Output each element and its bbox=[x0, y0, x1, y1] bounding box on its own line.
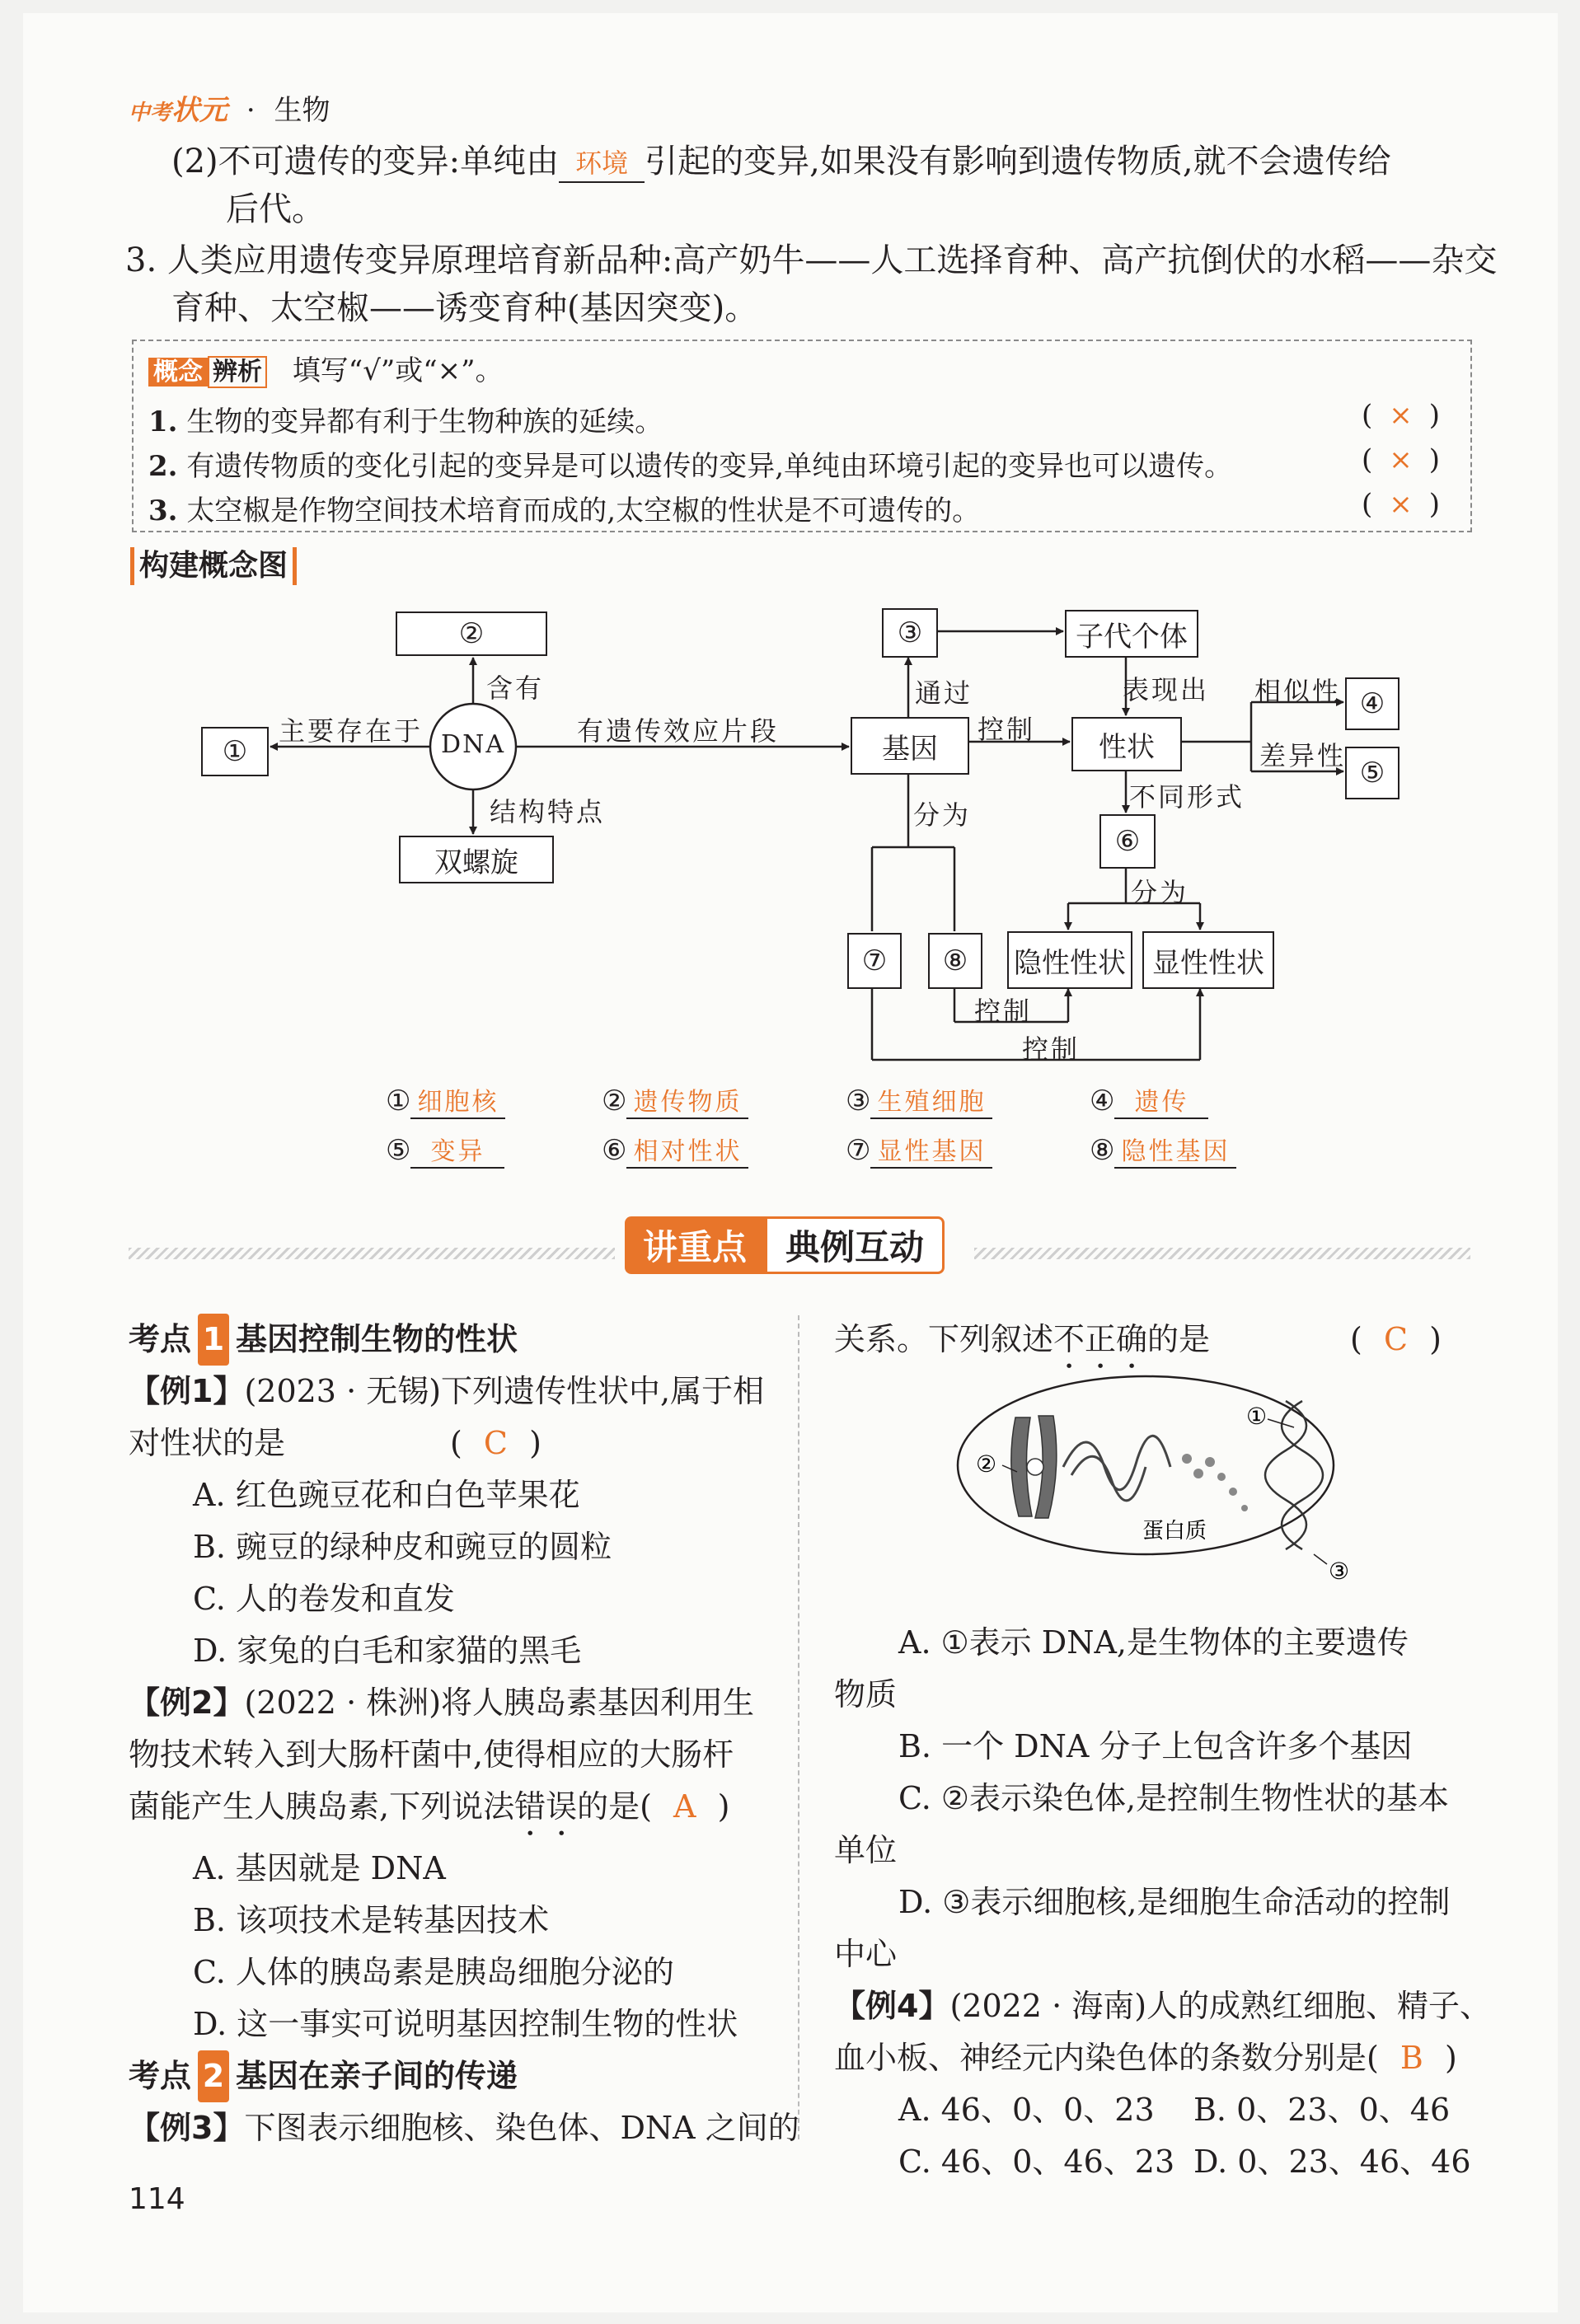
answer-text: 显性基因 bbox=[870, 1131, 992, 1169]
paren-close: ) bbox=[1428, 399, 1441, 432]
key-point-label: 考点 bbox=[129, 1321, 192, 1357]
check-item-num: 1. bbox=[148, 405, 178, 438]
label-mainly-in: 主要存在于 bbox=[279, 715, 424, 747]
option-c: C. 人体的胰岛素是胰岛细胞分泌的 bbox=[193, 1954, 674, 1990]
example-2-line-1 bbox=[129, 1677, 799, 1729]
example-4-line-1 bbox=[834, 1980, 1491, 2032]
example-text: 下图表示细胞核、染色体、DNA 之间的 bbox=[244, 2110, 799, 2146]
option-d-cont: 中心 bbox=[834, 1936, 898, 1972]
answer-letter: C bbox=[1383, 1321, 1409, 1357]
node-2: ② bbox=[396, 611, 547, 656]
label-control-1: 控制 bbox=[978, 714, 1036, 745]
answer-mark: × bbox=[1389, 399, 1413, 432]
answer-letter: A bbox=[673, 1788, 696, 1825]
example-text: 的是 bbox=[1147, 1321, 1211, 1357]
example-3-line-1 bbox=[129, 2102, 799, 2154]
answer-paren: ( B ) bbox=[1367, 2040, 1457, 2076]
example-text: 的是 bbox=[577, 1788, 640, 1825]
banner-stripe-left bbox=[129, 1248, 615, 1259]
answer-text: 遗传物质 bbox=[626, 1081, 748, 1119]
intro-line-1-prefix: (2)不可遗传的变异:单纯由 bbox=[171, 143, 560, 180]
key-point-number: 2 bbox=[198, 2050, 229, 2102]
label-divide-1: 分为 bbox=[913, 799, 972, 831]
intro-line-4: 育种、太空椒——诱变育种(基因突变)。 bbox=[171, 289, 758, 327]
example-3-line-2 bbox=[834, 1314, 1442, 1375]
node-gene: 基因 bbox=[851, 717, 969, 775]
dna-helix bbox=[1265, 1401, 1323, 1549]
example-2-line-2: 物技术转入到大肠杆菌中,使得相应的大肠杆 bbox=[129, 1736, 734, 1773]
paren-open: ( bbox=[1362, 443, 1373, 476]
tag-concept: 概念 bbox=[148, 358, 208, 387]
key-point-2 bbox=[129, 2050, 799, 2102]
key-point-title: 基因控制生物的性状 bbox=[236, 1321, 518, 1357]
option-b: B. 豌豆的绿种皮和豌豆的圆粒 bbox=[193, 1529, 612, 1565]
concept-check-instruction: 填写“√”或“×”。 bbox=[292, 354, 504, 387]
node-1: ① bbox=[201, 727, 269, 776]
emphasis-text: 错误 bbox=[514, 1788, 578, 1825]
check-item-text: 太空椒是作物空间技术培育而成的,太空椒的性状是不可遗传的。 bbox=[186, 494, 981, 527]
right-column-bottom bbox=[834, 1617, 1491, 2188]
node-8: ⑧ bbox=[928, 933, 982, 989]
tag-analysis: 辨析 bbox=[208, 356, 267, 388]
answer-1 bbox=[386, 1081, 505, 1119]
example-tag: 【例4】 bbox=[834, 1988, 950, 2024]
answer-6 bbox=[602, 1131, 748, 1169]
option-d: D. 家兔的白毛和家猫的黑毛 bbox=[193, 1633, 582, 1669]
intro-line-2: 后代。 bbox=[226, 190, 325, 228]
option-d: D. ③表示细胞核,是细胞生命活动的控制 bbox=[898, 1884, 1451, 1920]
answer-7 bbox=[846, 1131, 992, 1169]
right-column-top bbox=[834, 1314, 1442, 1375]
answer-num: ⑦ bbox=[846, 1134, 871, 1167]
section-title-concept-map: 构建概念图 bbox=[130, 547, 297, 585]
section-banner bbox=[625, 1216, 945, 1274]
option-a: A. 基因就是 DNA bbox=[193, 1850, 446, 1886]
node-6: ⑥ bbox=[1099, 814, 1156, 869]
banner-stripe-right bbox=[974, 1248, 1470, 1259]
intro-line-1-suffix: 引起的变异,如果没有影响到遗传物质,就不会遗传给 bbox=[645, 143, 1391, 180]
example-1-line-2 bbox=[129, 1417, 799, 1469]
answer-num: ① bbox=[386, 1085, 411, 1117]
figure-label-protein: 蛋白质 bbox=[1142, 1519, 1207, 1544]
paren-close: ) bbox=[1428, 443, 1441, 476]
banner-examples: 典例互动 bbox=[765, 1216, 945, 1274]
coiled-fiber bbox=[1063, 1436, 1170, 1501]
label-control-2: 控制 bbox=[974, 996, 1033, 1027]
example-text: 菌能产生人胰岛素,下列说法 bbox=[129, 1788, 515, 1825]
answer-text: 细胞核 bbox=[410, 1081, 505, 1119]
option-row-cd bbox=[834, 2136, 1491, 2188]
header-separator: · bbox=[246, 94, 256, 127]
node-double-helix: 双螺旋 bbox=[399, 836, 554, 883]
concept-map-lines bbox=[0, 0, 1580, 1154]
label-contains: 含有 bbox=[486, 672, 545, 704]
check-item-num: 3. bbox=[148, 494, 178, 527]
subject-name: 生物 bbox=[274, 94, 331, 127]
check-item-num: 2. bbox=[148, 450, 178, 483]
answer-paren: ( A ) bbox=[640, 1788, 730, 1825]
example-text: 对性状的是 bbox=[129, 1425, 286, 1461]
example-tag: 【例1】 bbox=[129, 1373, 245, 1409]
node-dna: DNA bbox=[441, 730, 505, 759]
check-item-text: 生物的变异都有利于生物种族的延续。 bbox=[186, 405, 663, 438]
label-forms: 不同形式 bbox=[1129, 781, 1245, 813]
answer-num: ⑧ bbox=[1090, 1134, 1115, 1167]
option-a: A. ①表示 DNA,是生物体的主要遗传 bbox=[898, 1624, 1409, 1661]
label-segment: 有遗传效应片段 bbox=[577, 715, 780, 747]
node-offspring: 子代个体 bbox=[1065, 610, 1198, 658]
figure-label-2: ② bbox=[976, 1450, 997, 1478]
left-column bbox=[129, 1314, 799, 2154]
answer-paren: ( C ) bbox=[1350, 1321, 1442, 1357]
answer-text: 变异 bbox=[410, 1131, 504, 1169]
answer-num: ④ bbox=[1090, 1085, 1115, 1117]
answer-text: 相对性状 bbox=[626, 1131, 748, 1169]
answer-letter: C bbox=[483, 1425, 508, 1461]
answer-8 bbox=[1090, 1131, 1236, 1169]
page-number: 114 bbox=[129, 2182, 185, 2216]
answer-5 bbox=[386, 1131, 504, 1169]
answer-letter: B bbox=[1399, 2040, 1423, 2076]
label-difference: 差异性 bbox=[1259, 740, 1347, 771]
example-4-line-2 bbox=[834, 2032, 1491, 2084]
chromosome-shape bbox=[1011, 1416, 1057, 1518]
banner-key-points: 讲重点 bbox=[625, 1216, 765, 1274]
example-tag: 【例3】 bbox=[129, 2110, 245, 2146]
answer-text: 生殖细胞 bbox=[870, 1081, 992, 1119]
node-4: ④ bbox=[1345, 677, 1399, 730]
paren-open: ( bbox=[1362, 399, 1373, 432]
option-c-cont: 单位 bbox=[834, 1832, 898, 1868]
node-recessive-trait: 隐性性状 bbox=[1007, 931, 1132, 989]
option-b: B. 该项技术是转基因技术 bbox=[193, 1902, 550, 1938]
option-a: A. 46、0、0、23 bbox=[898, 2092, 1155, 2128]
answer-num: ② bbox=[602, 1085, 627, 1117]
example-text: (2022 · 株洲)将人胰岛素基因利用生 bbox=[244, 1684, 755, 1721]
label-structure: 结构特点 bbox=[490, 796, 606, 827]
example-2-line-3 bbox=[129, 1781, 799, 1843]
key-point-number: 1 bbox=[198, 1314, 229, 1366]
option-a-cont: 物质 bbox=[834, 1676, 898, 1713]
brand-small: 中考 bbox=[129, 101, 172, 125]
option-b: B. 一个 DNA 分子上包含许多个基因 bbox=[898, 1728, 1413, 1764]
answer-3 bbox=[846, 1081, 992, 1119]
brand-logo: 状元 bbox=[171, 94, 228, 127]
answer-paren: ( C ) bbox=[450, 1425, 542, 1461]
node-trait: 性状 bbox=[1071, 717, 1182, 771]
blank-environment: 环境 bbox=[559, 145, 645, 183]
emphasis-text: 不正确 bbox=[1053, 1321, 1148, 1357]
intro-line-3: 3. 人类应用遗传变异原理培育新品种:高产奶牛——人工选择育种、高产抗倒伏的水稻——杂交 bbox=[125, 241, 1498, 279]
answer-num: ③ bbox=[846, 1085, 871, 1117]
check-item-text: 有遗传物质的变化引起的变异是可以遗传的变异,单纯由环境引起的变异也可以遗传。 bbox=[186, 450, 1233, 483]
node-dominant-trait: 显性性状 bbox=[1142, 931, 1274, 989]
chromosome-figure bbox=[940, 1368, 1368, 1582]
label-similarity: 相似性 bbox=[1254, 676, 1342, 707]
label-divide-2: 分为 bbox=[1131, 877, 1189, 908]
answer-mark: × bbox=[1389, 443, 1413, 476]
example-text: (2022 · 海南)人的成熟红细胞、精子、 bbox=[949, 1988, 1492, 2024]
figure-label-1: ① bbox=[1246, 1403, 1268, 1430]
label-control-3: 控制 bbox=[1022, 1033, 1081, 1065]
example-1-line-1 bbox=[129, 1366, 799, 1417]
option-c: C. ②表示染色体,是控制生物性状的基本 bbox=[898, 1780, 1450, 1816]
option-d: D. 0、23、46、46 bbox=[1193, 2144, 1471, 2180]
key-point-1 bbox=[129, 1314, 799, 1366]
example-text: 关系。下列叙述 bbox=[834, 1321, 1054, 1357]
key-point-title: 基因在亲子间的传递 bbox=[236, 2058, 518, 2094]
nucleosome-beads bbox=[1182, 1454, 1248, 1511]
key-point-label: 考点 bbox=[129, 2058, 192, 2094]
example-text: (2023 · 无锡)下列遗传性状中,属于相 bbox=[244, 1373, 765, 1409]
option-c: C. 人的卷发和直发 bbox=[193, 1581, 455, 1617]
node-5: ⑤ bbox=[1345, 747, 1399, 799]
paren-close: ) bbox=[1428, 488, 1441, 521]
example-tag: 【例2】 bbox=[129, 1684, 245, 1721]
option-c: C. 46、0、46、23 bbox=[898, 2144, 1175, 2180]
figure-label-3: ③ bbox=[1329, 1558, 1350, 1582]
option-b: B. 0、23、0、46 bbox=[1193, 2092, 1451, 2128]
example-text: 血小板、神经元内染色体的条数分别是 bbox=[834, 2040, 1367, 2076]
option-d: D. 这一事实可说明基因控制生物的性状 bbox=[193, 2006, 738, 2042]
node-7: ⑦ bbox=[847, 933, 902, 989]
answer-num: ⑥ bbox=[602, 1134, 627, 1167]
answer-2 bbox=[602, 1081, 748, 1119]
option-a: A. 红色豌豆花和白色苹果花 bbox=[193, 1477, 580, 1513]
answer-text: 隐性基因 bbox=[1114, 1131, 1236, 1169]
label-through: 通过 bbox=[915, 677, 973, 709]
option-row-ab bbox=[834, 2084, 1491, 2136]
answer-num: ⑤ bbox=[386, 1134, 411, 1167]
answer-text: 遗传 bbox=[1114, 1081, 1208, 1119]
answer-mark: × bbox=[1389, 488, 1413, 521]
answer-4 bbox=[1090, 1081, 1208, 1119]
node-3: ③ bbox=[882, 608, 938, 658]
paren-open: ( bbox=[1362, 488, 1373, 521]
label-express: 表现出 bbox=[1123, 674, 1210, 705]
